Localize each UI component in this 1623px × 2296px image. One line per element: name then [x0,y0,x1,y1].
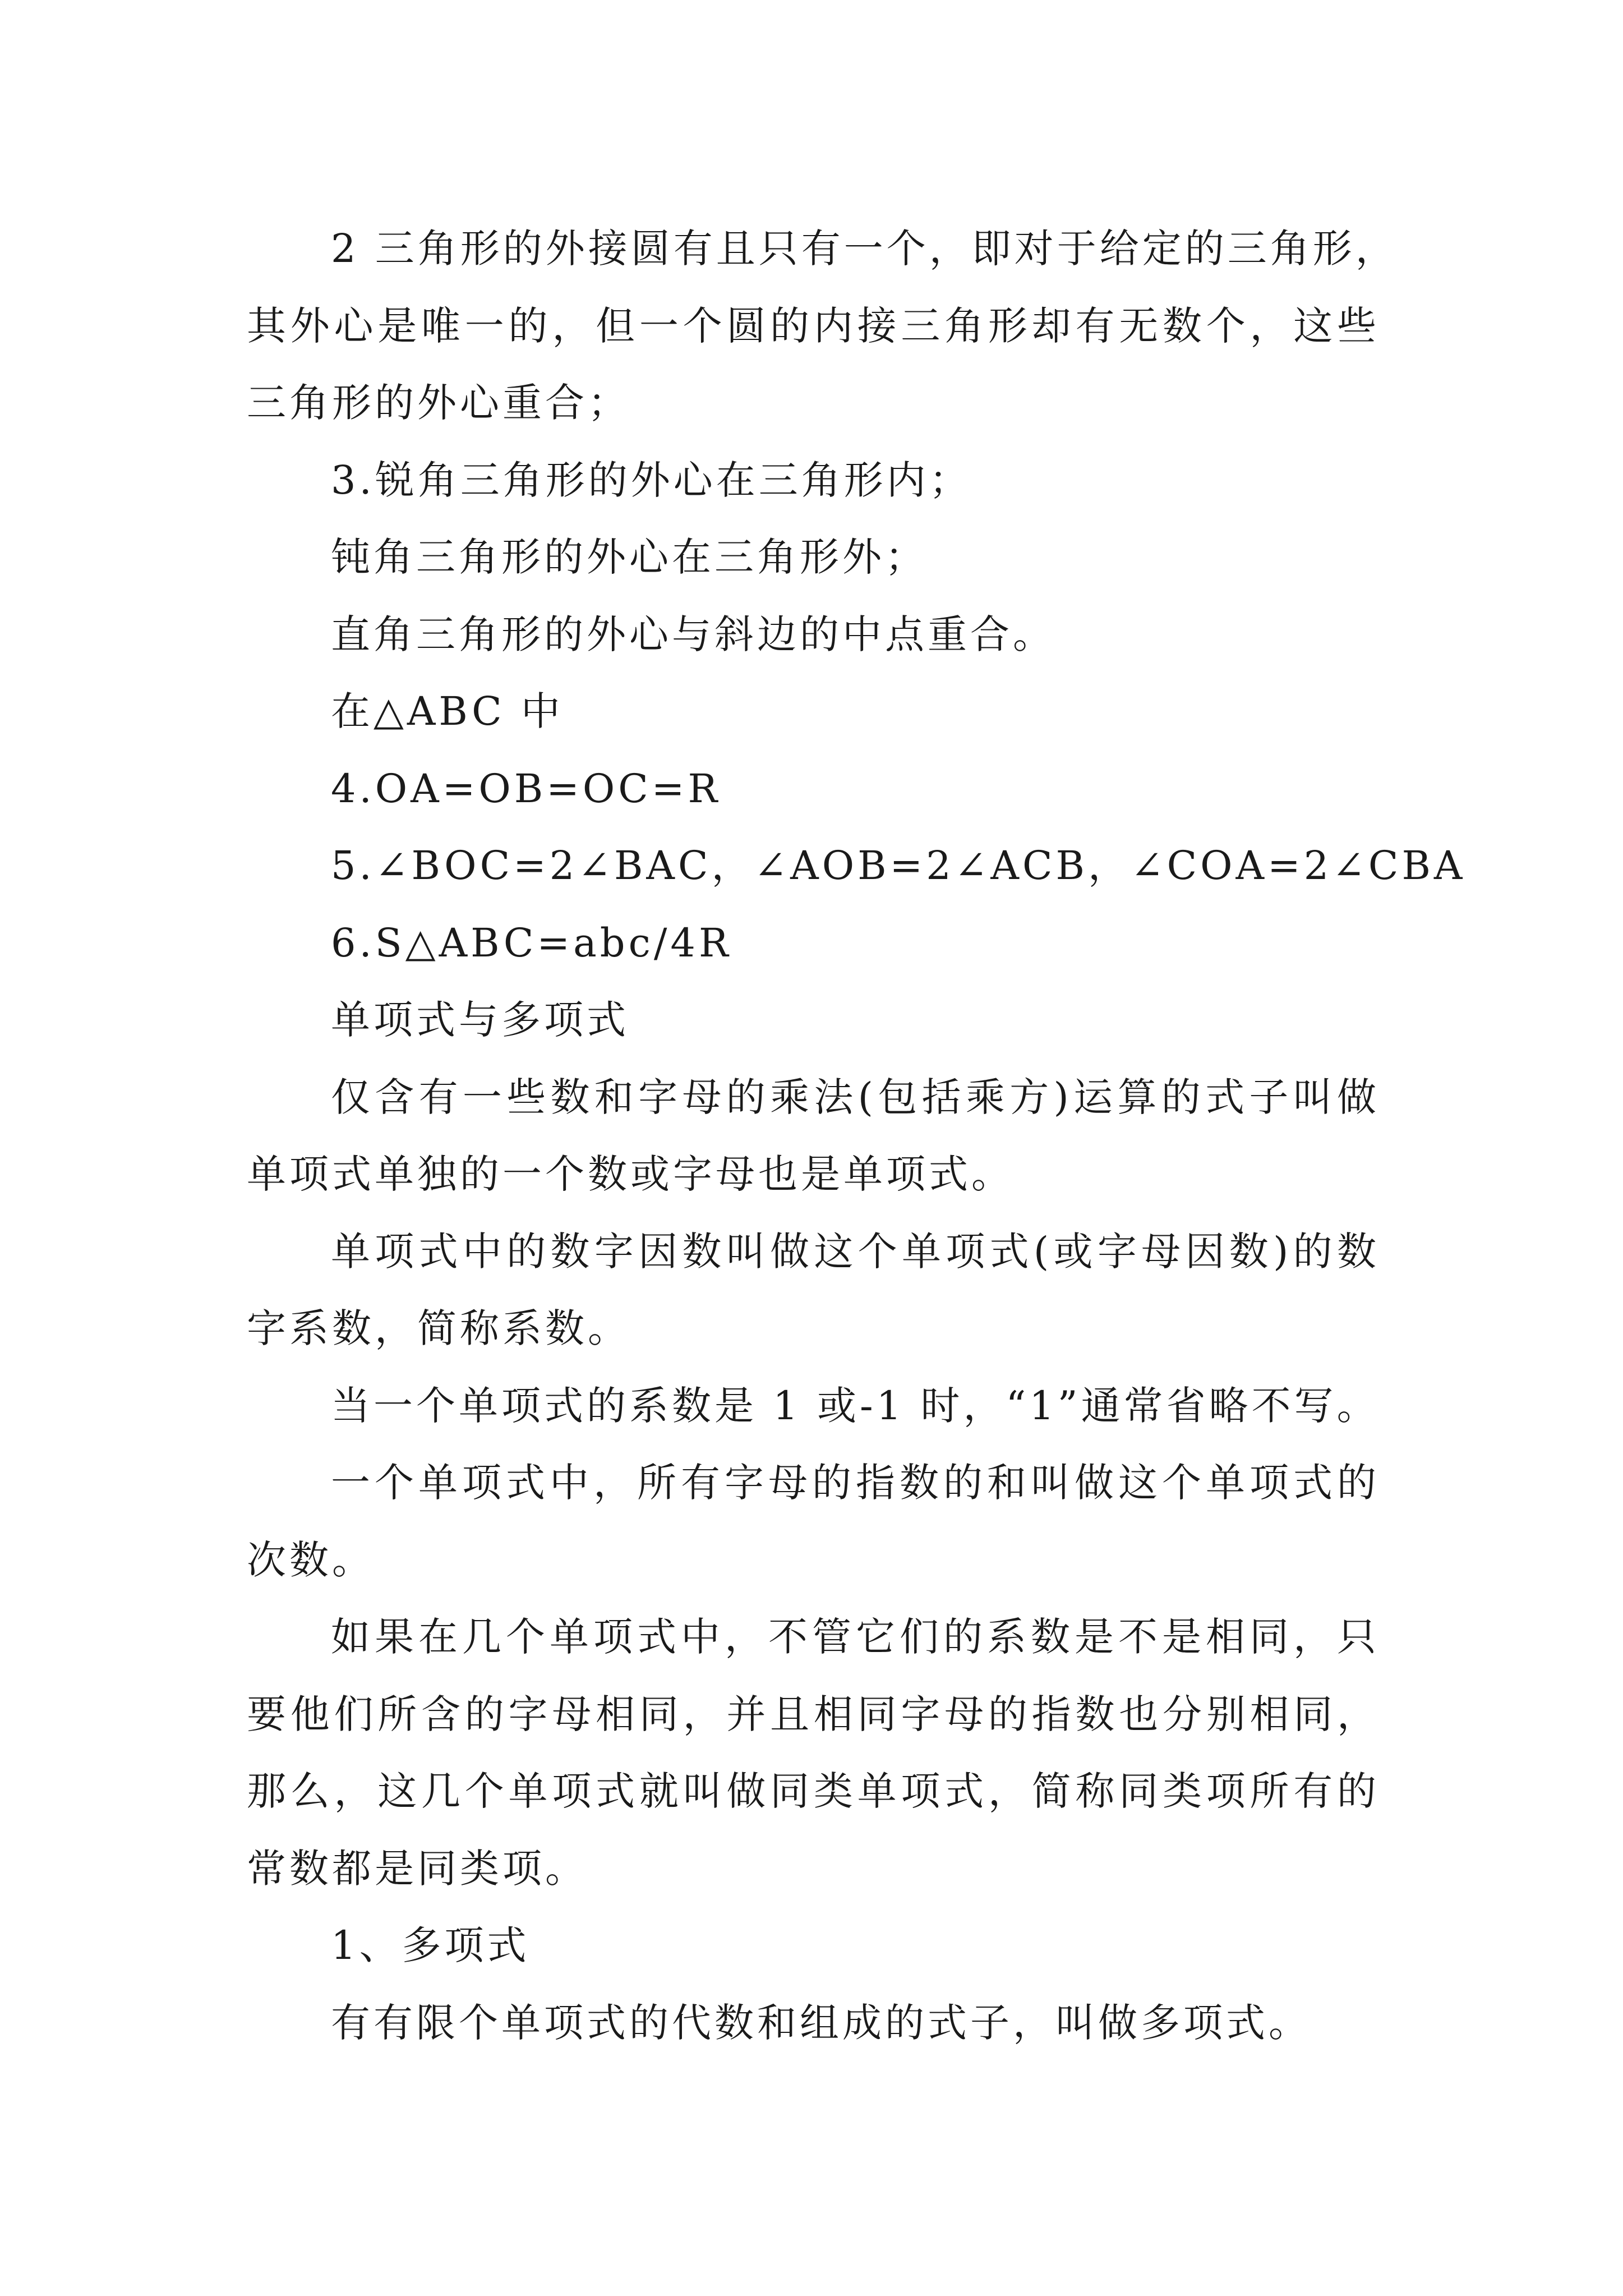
text-line: 那么，这几个单项式就叫做同类单项式，简称同类项所有的 [247,1768,1380,1814]
text-line: 直角三角形的外心与斜边的中点重合。 [331,611,1055,657]
text-line: 当一个单项式的系数是 1 或-1 时，“1”通常省略不写。 [331,1382,1380,1429]
text-line: 在△ABC 中 [331,688,564,734]
text-line: 三角形的外心重合； [247,380,630,426]
text-line: 3.锐角三角形的外心在三角形内； [331,457,972,503]
text-line: 字系数，简称系数。 [247,1305,630,1351]
text-line: 其外心是唯一的，但一个圆的内接三角形却有无数个，这些 [247,302,1380,349]
text-line: 有有限个单项式的代数和组成的式子，叫做多项式。 [331,1999,1311,2046]
document-body [247,210,1466,2062]
text-line: 单项式单独的一个数或字母也是单项式。 [247,1151,1014,1197]
text-line: 常数都是同类项。 [247,1845,588,1892]
text-line: 单项式中的数字因数叫做这个单项式(或字母因数)的数 [331,1228,1380,1274]
formula-line: 6.S△ABC=abc/4R [331,919,732,966]
text-line: 次数。 [247,1536,375,1583]
text-line: 如果在几个单项式中，不管它们的系数是不是相同，只 [331,1614,1380,1660]
text-line: 仅含有一些数和字母的乘法(包括乘方)运算的式子叫做 [331,1074,1380,1120]
text-line: 2 三角形的外接圆有且只有一个，即对于给定的三角形， [331,226,1398,272]
text-line: 钝角三角形的外心在三角形外； [331,534,928,580]
formula-line: 5.∠BOC=2∠BAC，∠AOB=2∠ACB，∠COA=2∠CBA [331,843,1466,889]
formula-line: 4.OA=OB=OC=R [331,765,721,812]
text-line: 要他们所含的字母相同，并且相同字母的指数也分别相同， [247,1691,1380,1737]
text-line: 一个单项式中，所有字母的指数的和叫做这个单项式的 [331,1460,1380,1506]
section-heading: 单项式与多项式 [331,997,629,1043]
section-heading: 1、多项式 [331,1922,530,1968]
